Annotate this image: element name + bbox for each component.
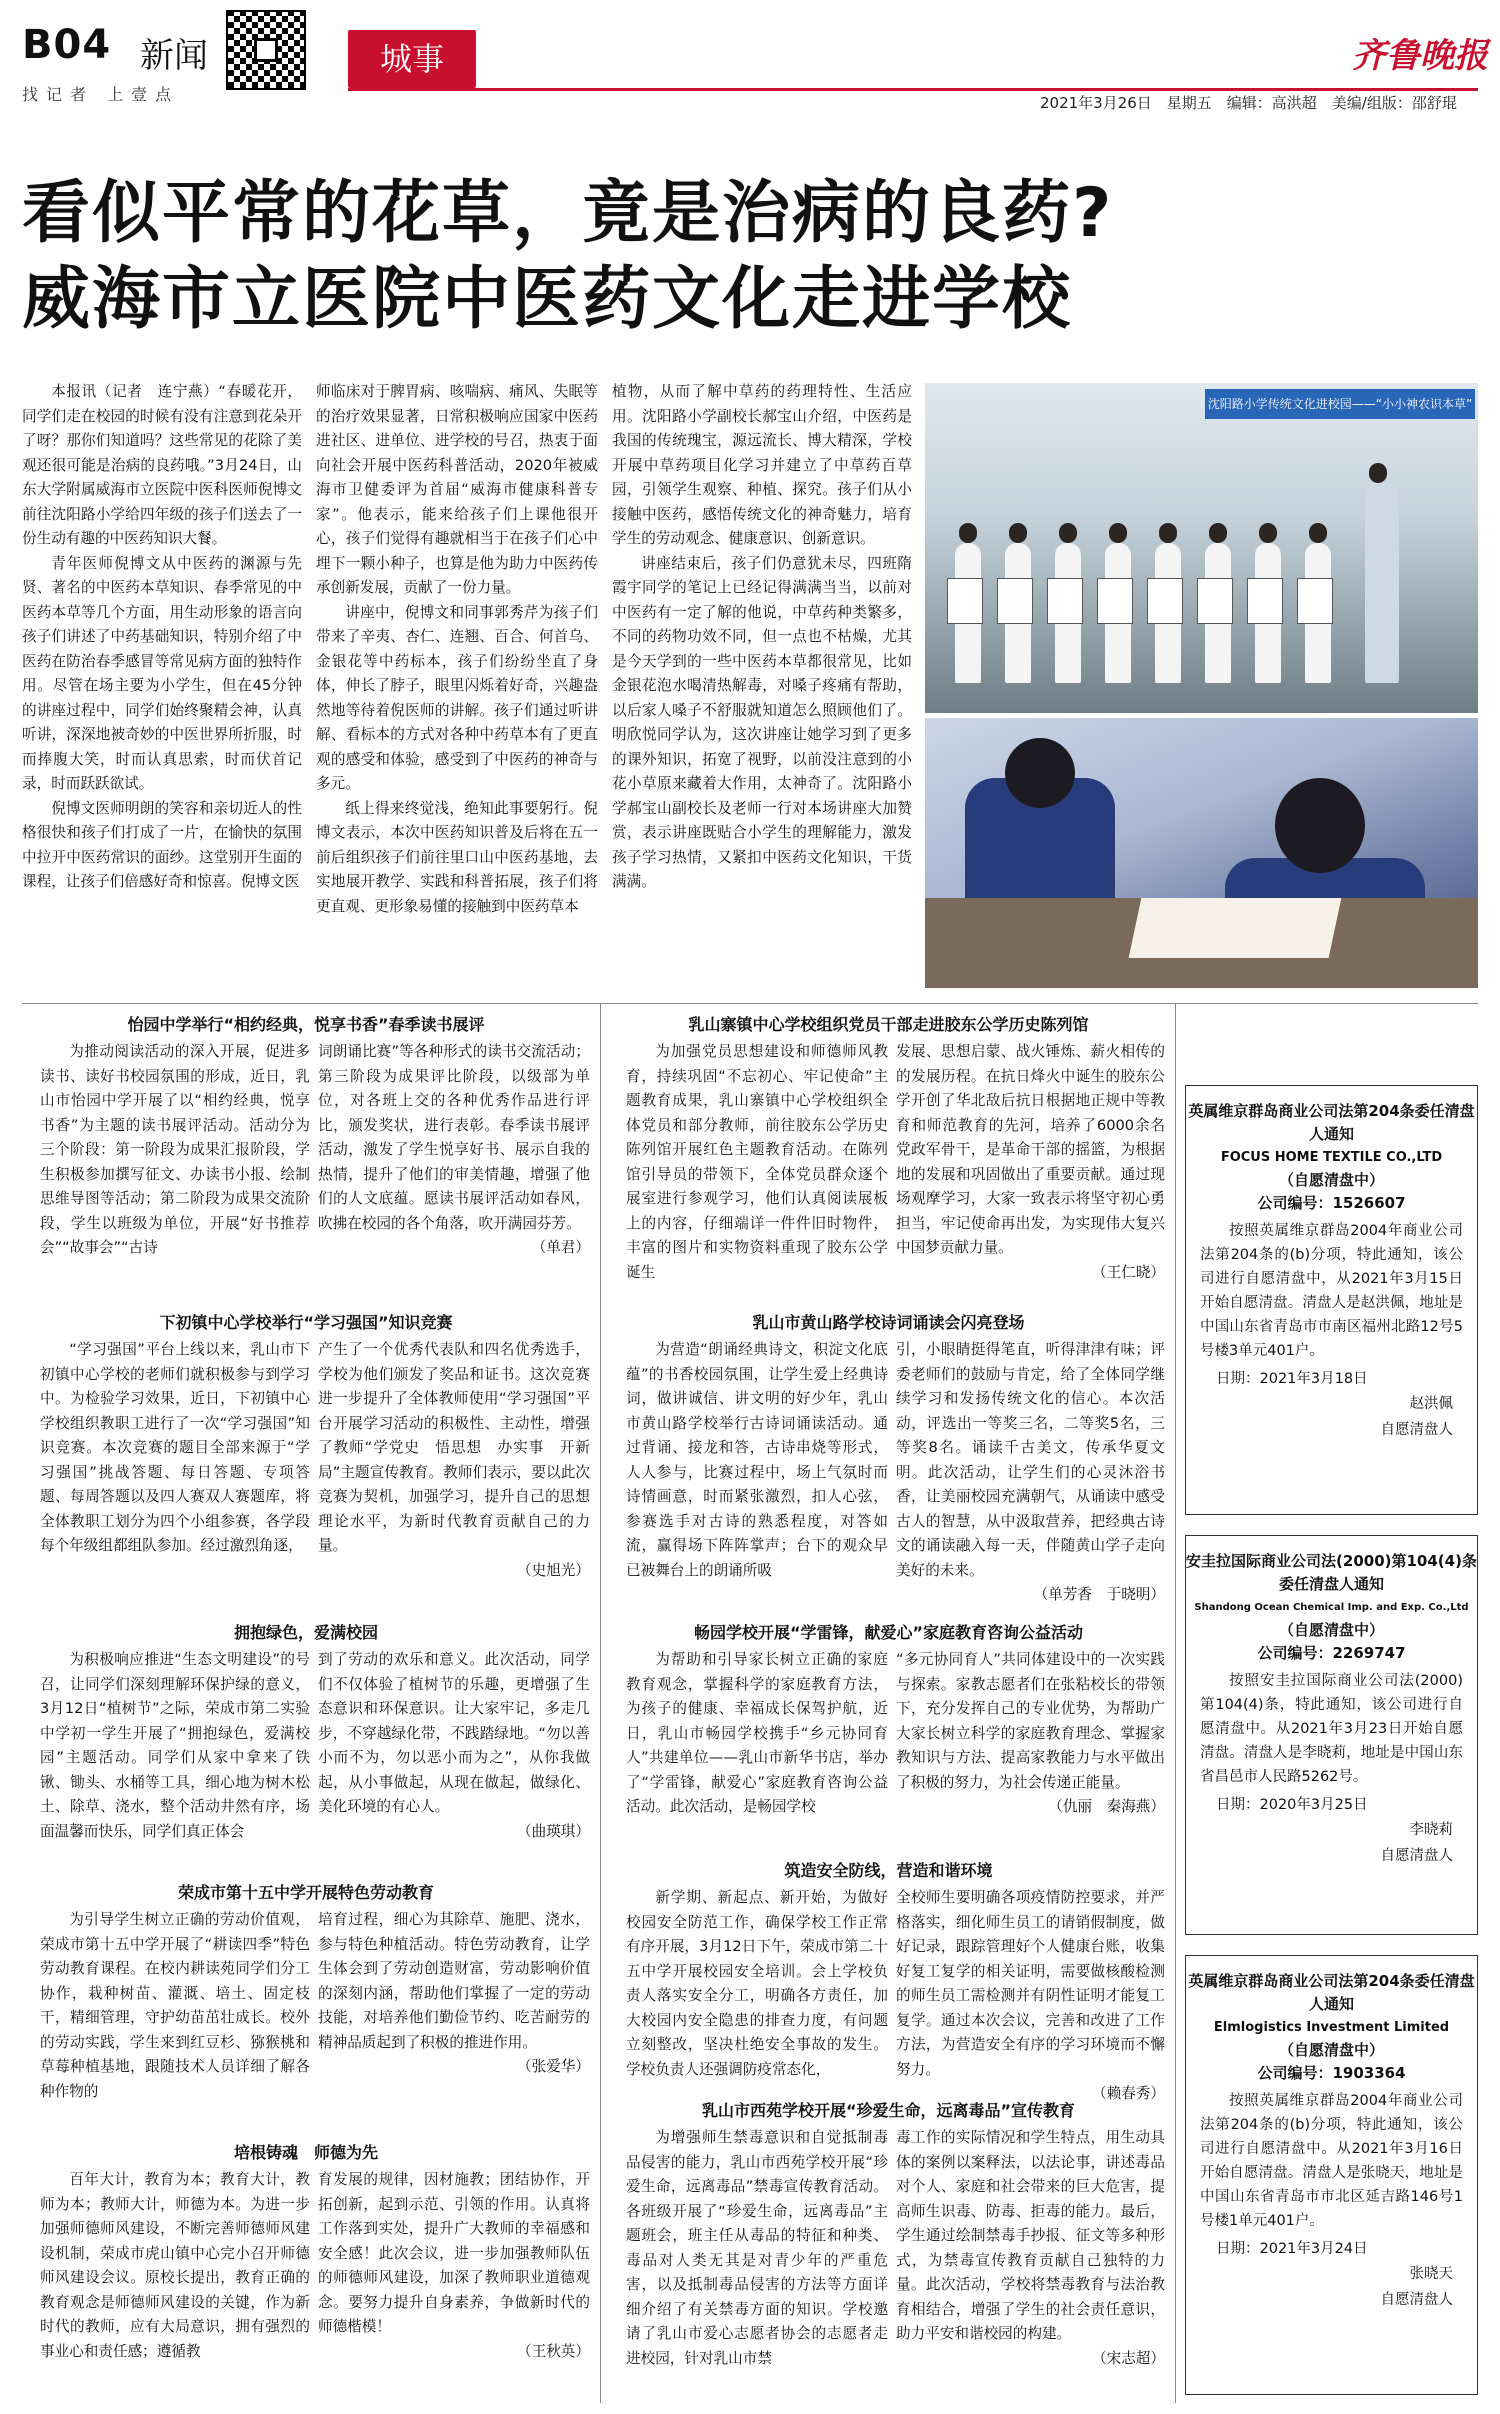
byline: （王秋英） [517, 2342, 590, 2360]
paragraph: 讲座中，倪博文和同事郭秀芹为孩子们带来了辛夷、杏仁、连翘、百合、何首乌、金银花等中药标本，孩子们纷纷坐直了身体，伸长了脖子，眼里闪烁着好奇，兴趣盎然地等待着倪医师的讲解。孩子们通过听讲解、看标本的方式对各种中药草本有了更直观的感受和体验，感受到了中医药的神奇与多元。 [316, 603, 598, 792]
notice-status: （自愿清盘中） [1278, 2041, 1384, 2059]
story-column [40, 1338, 310, 1608]
paragraph: 为积极响应推进“生态文明建设”的号召，让同学们深刻理解环保护绿的意义，3月12日“植树节”之际，荣成市第二实验中学初一学生开展了“拥抱绿色，爱满校园”主题活动。同学们从家中拿来了铁锹、锄头、水桶等工具，细心地为树木松土、除草、浇水，整个活动井然有序，场面温馨而快乐，同学们真正体会 [40, 1651, 310, 1840]
notice-title: 英属维京群岛商业公司法第204条委任清盘人通知 [1188, 1102, 1475, 1143]
notice-company-en: FOCUS HOME TEXTILE CO.,LTD [1220, 1150, 1443, 1165]
paragraph: 发展、思想启蒙、战火锤炼、薪火相传的的发展历程。在抗日烽火中诞生的胶东公学开创了华北敌后抗日根据地正规中等教育和师范教育的先河，培养了6000余名党政军骨干，是革命干部的摇篮，为根据地的发展和巩固做出了重要贡献。通过现场观摩学习，大家一致表示将坚守初心勇担当，牢记使命再出发，为实现伟大复兴中国梦贡献力量。 [896, 1043, 1165, 1256]
story-title: 畅园学校开展“学雷锋，献爱心”家庭教育咨询公益活动 [693, 1623, 1084, 1642]
notice-title: 安圭拉国际商业公司法(2000)第104(4)条委任清盘人通知 [1186, 1552, 1477, 1593]
byline: （赖春秀） [1092, 2085, 1165, 2102]
divider [1175, 1003, 1176, 2403]
paragraph: 倪博文医师明朗的笑容和亲切近人的性格很快和孩子们打成了一片，在愉快的氛围中拉开中医药常识的面纱。这堂别开生面的课程，让孩子们倍感好奇和惊喜。倪博文医 [22, 799, 302, 890]
byline: （张爱华） [517, 2058, 590, 2075]
story-title: 乳山市黄山路学校诗词诵读会闪亮登场 [752, 1313, 1025, 1332]
paragraph: 讲座结束后，孩子们仍意犹未尽，四班隋霞宇同学的笔记上已经记得满满当当，以前对中医药有一定了解的他说，中草药种类繁多，不同的药物功效不同，但一点也不枯燥，尤其是今天学到的一些中医药本草都很常见，比如金银花泡水喝清热解毒，对嗓子疼痛有帮助，以后家人嗓子不舒服就知道怎么照顾他们了。明欣悦同学认为，这次讲座让她学习到了更多的课外知识，拓宽了视野，以前没注意到的小花小草原来藏着大作用，太神奇了。沈阳路小学郝宝山副校长及老师一行对本场讲座大加赞赏，表示讲座既贴合小学生的理解能力，激发孩子学习热情，又紧扣中医药文化知识，干货满满。 [612, 554, 912, 890]
story-column [318, 1648, 590, 1868]
story-column [40, 2168, 310, 2403]
paragraph: 青年医师倪博文从中医药的渊源与先贤、著名的中医药本草知识、春季常见的中医药本草等几个方面，用生动形象的语言向孩子们讲述了中药基础知识，特别介绍了中医药在防治春季感冒等常见病方面的独特作用。尽管在场主要为小学生，但在45分钟的讲座过程中，同学们始终聚精会神，认真听讲，深深地被奇妙的中医世界所折服，时而捧腹大笑，时而认真思索，时而伏首记录，时而跃跃欲试。 [22, 554, 302, 792]
paragraph: 为营造“朗诵经典诗文，积淀文化底蕴”的书香校园氛围，让学生爱上经典诗词，做讲诚信、讲文明的好少年，乳山市黄山路学校举行古诗词诵读活动。通过背诵、接龙和答，古诗串烧等形式，人人参与，比赛过程中，场上气氛时而诗情画意，时而紧张激烈，扣人心弦，参赛选手对古诗的熟悉程度，对答如流，赢得场下阵阵掌声；台下的观众早已被舞台上的朗诵所吸 [626, 1341, 888, 1579]
header-rule [348, 88, 1478, 91]
paragraph: 师临床对于脾胃病、咳喘病、痛风、失眠等的治疗效果显著，日常积极响应国家中医药进社区、进单位、进学校的号召，热衷于面向社会开展中医药科普活动，2020年被威海市卫健委评为首届“威海市健康科普专家”。他表示，能来给孩子们上课他很开心，孩子们觉得有趣就相当于在孩子们心中埋下一颗小种子，也算是他为助力中医药传承创新发展，贡献了一份力量。 [316, 383, 598, 596]
notice-number: 公司编号：1526607 [1257, 1194, 1406, 1212]
paragraph: 育发展的规律，因材施教；团结协作，开拓创新，起到示范、引领的作用。认真将工作落到实处，提升广大教师的幸福感和安全感！此次会议，进一步加强教师队伍的师德师风建设，加深了教师职业道德观念。要努力提升自身素养，争做新时代的师德楷模！ [318, 2171, 590, 2335]
paragraph: 百年大计，教育为本；教育大计，教师为本；教师大计，师德为本。为进一步加强师德师风建设，不断完善师德师风建设机制，荣成市虎山镇中心完小召开师德师风建设会议。原校长提出，教育正确的教育观念是师德师风建设的关键，作为新时代的教师，应有大局意识，拥有强烈的事业心和责任感；遵循教 [40, 2171, 310, 2360]
story-title: 乳山市西苑学校开展“珍爱生命，远离毒品”宣传教育 [701, 2101, 1076, 2120]
paragraph: 为引导学生树立正确的劳动价值观，荣成市第十五中学开展了“耕读四季”特色劳动教育课程。在校内耕读苑同学们分工协作，栽种树苗、灌溉、培土、固定枝干，精细管理，守护幼苗茁壮成长。校外的劳动实践，学生来到红豆杉、猕猴桃和草莓种植基地，跟随技术人员详细了解各种作物的 [40, 1911, 310, 2100]
photo-students-taking-notes [925, 718, 1478, 988]
story-column [40, 1040, 310, 1300]
notice-company-en: Shandong Ocean Chemical Imp. and Exp. Co.,Ltd [1194, 1602, 1469, 1613]
notice-date: 日期：2021年3月24日 [1216, 2241, 1368, 2257]
paragraph: 毒工作的实际情况和学生特点，用生动具体的案例以案释法，以法论事，讲述毒品对个人、家庭和社会带来的巨大危害，提高师生识毒、防毒、拒毒的能力。最后，学生通过绘制禁毒手抄报、征文等多种形式，为禁毒宣传教育贡献自己独特的力量。此次活动，学校将禁毒教育与法治教育相结合，增强了学生的社会责任意识，助力平安和谐校园的构建。 [896, 2129, 1165, 2342]
story-column [318, 1338, 590, 1608]
lead-column-1 [22, 380, 302, 990]
paragraph: 植物，从而了解中草药的药理特性、生活应用。沈阳路小学副校长郝宝山介绍，中医药是我国的传统瑰宝，源远流长、博大精深，学校开展中草药项目化学习并建立了中草药百草园，引领学生观察、种植、探究。孩子们从小接触中医药，感悟传统文化的神奇魅力，培育学生的劳动观念、健康意识、创新意识。 [612, 383, 912, 547]
story-column [318, 1040, 590, 1300]
byline: （王仁晓） [1092, 1263, 1165, 1281]
story-title: 下初镇中心学校举行“学习强国”知识竞赛 [159, 1313, 453, 1332]
notice-date: 日期：2021年3月18日 [1216, 1371, 1368, 1387]
byline: （宋志超） [1092, 2349, 1165, 2367]
section-name: 新闻 [140, 36, 208, 76]
story-column [896, 1648, 1165, 1848]
notice-signer: 赵洪佩 [1409, 1396, 1453, 1412]
page-number: B04 [22, 22, 112, 68]
qr-code-icon[interactable] [226, 10, 306, 90]
paragraph: 为帮助和引导家长树立正确的家庭教育观念，掌握科学的家庭教育方法，为孩子的健康、幸福成长保驾护航，近日，乳山市畅园学校携手“乡元协同育人”共建单位——乳山市新华书店，举办了“学雷锋，献爱心”家庭教育咨询公益活动。此次活动，是畅园学校 [626, 1651, 888, 1815]
paragraph: 产生了一个优秀代表队和四名优秀选手，学校为他们颁发了奖品和证书。这次竞赛进一步提升了全体教师使用“学习强国”平台开展学习活动的积极性、主动性，增强了教师“学党史 悟思想 办实事 开新局”主题宣传教育。教师们表示，要以此次竞赛为契机，加强学习，提升自己的思想理论水平，为新时代教育贡献自己的力量。 [318, 1341, 590, 1554]
notice-number: 公司编号：2269747 [1257, 1644, 1406, 1662]
liquidation-notice [1185, 1955, 1478, 2395]
story-column [318, 2168, 590, 2403]
paragraph: 到了劳动的欢乐和意义。此次活动，同学们不仅体验了植树节的乐趣，更增强了生态意识和环保意识。让大家牢记，多走几步，不穿越绿化带，不践踏绿地。“勿以善小而不为，勿以恶小而为之”，从你我做起，从小事做起，从现在做起，做绿化、美化环境的有心人。 [318, 1651, 590, 1815]
story-column [626, 1648, 888, 1848]
paragraph: 为增强师生禁毒意识和自觉抵制毒品侵害的能力，乳山市西苑学校开展“珍爱生命，远离毒品”禁毒宣传教育活动。各班级开展了“珍爱生命，远离毒品”主题班会，班主任从毒品的特征和种类、毒品对人类无其是对青少年的严重危害，以及抵制毒品侵害的方法等方面详细介绍了有关禁毒方面的知识。学校邀请了乳山市爱心志愿者协会的志愿者走进校园，针对乳山市禁 [626, 2129, 888, 2367]
headline-line-2: 威海市立医院中医药文化走进学校 [22, 260, 1073, 339]
photo-banner: 沈阳路小学传统文化进校园——“小小神农识本草” [1205, 389, 1475, 419]
liquidation-notice [1185, 1085, 1478, 1515]
story-title: 筑造安全防线，营造和谐环境 [784, 1861, 993, 1880]
story-title: 乳山寨镇中心学校组织党员干部走进胶东公学历史陈列馆 [688, 1015, 1089, 1034]
paragraph: “学习强国”平台上线以来，乳山市下初镇中心学校的老师们就积极参与到学习中。为检验学习效果，近日，下初镇中心学校组织教职工进行了一次“学习强国”知识竞赛。本次竞赛的题目全部来源于“学习强国”挑战答题、每日答题、专项答题、每周答题以及四人赛双人赛题库，将全体教职工划分为四个小组参赛，各学段每个年级组都组队参加。经过激烈角逐， [40, 1341, 310, 1554]
lead-column-3 [612, 380, 912, 990]
tagline: 找记者 上壹点 [22, 85, 180, 104]
notice-role: 自愿清盘人 [1380, 1422, 1453, 1438]
lead-column-2 [316, 380, 598, 990]
notice-body: 按照安圭拉国际商业公司法(2000)第104(4)条，特此通知，该公司进行自愿清盘中。从2021年3月23日开始自愿清盘。清盘人是李晓莉，地址是中国山东省昌邑市人民路5262号。 [1200, 1673, 1463, 1785]
paragraph: 新学期、新起点、新开始，为做好校园安全防范工作，确保学校工作正常有序开展，3月12日下午，荣成市第二十五中学开展校园安全培训。会上学校负责人落实安全分工，明确各方责任，加大校园内安全隐患的排查力度，有问题立刻整改，坚决杜绝安全事故的发生。学校负责人还强调防疫常态化， [626, 1889, 888, 2078]
story-column [896, 1040, 1165, 1300]
paragraph: 为加强党员思想建设和师德师风教育，持续巩固“不忘初心、牢记使命”主题教育成果，乳山寨镇中心学校组织全体党员和部分教师，前往胶东公学历史陈列馆开展红色主题教育活动。在陈列馆引导员的带领下，全体党员群众逐个展室进行参观学习，他们认真阅读展板上的内容，仔细端详一件件旧时物件，丰富的图片和实物资料重现了胶东公学诞生 [626, 1043, 888, 1281]
paragraph: 培育过程，细心为其除草、施肥、浇水，参与特色种植活动。特色劳动教育，让学生体会到了劳动创造财富，劳动影响价值的深刻内涵，帮助他们掌握了一定的劳动技能，对培养他们勤俭节约、吃苦耐劳的精神品质起到了积极的推进作用。 [318, 1911, 590, 2051]
story-column [626, 1338, 888, 1608]
story-column [318, 1908, 590, 2128]
photo-students-with-herb-cards [925, 383, 1478, 713]
notice-signer: 张晓天 [1409, 2266, 1453, 2282]
liquidation-notice [1185, 1535, 1478, 1935]
byline: （曲瑛琪） [517, 1822, 590, 1840]
story-column [40, 1908, 310, 2128]
notice-company-en: Elmlogistics Investment Limited [1213, 2020, 1450, 2035]
story-column [40, 1648, 310, 1868]
byline: （仇丽 秦海燕） [1048, 1798, 1165, 1815]
notice-status: （自愿清盘中） [1278, 1171, 1384, 1189]
byline: （单芳香 于晓明） [1033, 1586, 1165, 1603]
paragraph: 为推动阅读活动的深入开展，促进多读书、读好书校园氛围的形成，近日，乳山市怡园中学开展了以“相约经典，悦享书香”为主题的读书展评活动。活动分为三个阶段：第一阶段为成果汇报阶段，学生积极参加撰写征文、办读书小报、绘制思维导图等活动；第二阶段为成果交流阶段，学生以班级为单位，开展“好书推荐会”“故事会”“古诗 [40, 1043, 310, 1256]
story-title: 培根铸魂 师德为先 [233, 2143, 378, 2162]
story-title: 怡园中学举行“相约经典，悦享书香”春季读书展评 [127, 1015, 485, 1034]
divider [22, 1003, 1478, 1004]
category-tag: 城事 [348, 30, 476, 88]
story-title: 拥抱绿色，爱满校园 [233, 1623, 378, 1642]
story-column [896, 1338, 1165, 1608]
byline: （单君） [531, 1239, 590, 1256]
notice-role: 自愿清盘人 [1380, 1848, 1453, 1864]
notice-body: 按照英属维京群岛2004年商业公司法第204条的(b)分项，特此通知，该公司进行自愿清盘中，从2021年3月15日开始自愿清盘。清盘人是赵洪佩，地址是中国山东省青岛市市南区福州北路12号5号楼3单元401户。 [1200, 1223, 1463, 1359]
notice-number: 公司编号：1903364 [1257, 2064, 1406, 2082]
paragraph: 全校师生要明确各项疫情防控要求，并严格落实，细化师生员工的请销假制度，做好记录，跟踪管理好个人健康台账，收集好复工复学的相关证明，需要做核酸检测的师生员工需检测并有阴性证明才能复工复学。通过本次会议，完善和改进了工作方法，为营造安全有序的学习环境而不懈努力。 [896, 1889, 1165, 2078]
notice-body: 按照英属维京群岛2004年商业公司法第204条的(b)分项，特此通知，该公司进行自愿清盘中。从2021年3月16日开始自愿清盘。清盘人是张晓天，地址是中国山东省青岛市市北区延吉路146号1号楼1单元401户。 [1200, 2093, 1463, 2229]
story-column [896, 2126, 1165, 2404]
paragraph: “多元协同育人”共同体建设中的一次实践与探索。家教志愿者们在张粘校长的带领下，充分发挥自己的专业优势，为帮助广大家长树立科学的家庭教育理念、掌握家教知识与方法、提高家教能力与水平做出了积极的努力，为社会传递正能量。 [896, 1651, 1165, 1791]
byline: （史旭光） [517, 1561, 590, 1579]
story-column [626, 1040, 888, 1300]
notice-title: 英属维京群岛商业公司法第204条委任清盘人通知 [1188, 1972, 1475, 2013]
paragraph: 词朗诵比赛”等各种形式的读书交流活动；第三阶段为成果评比阶段，以级部为单位，对各班上交的各种优秀作品进行评比，颁发奖状，进行表彰。春季读书展评活动，激发了学生悦享好书、展示自我的热情，提升了他们的审美情趣，增强了他们的人文底蕴。愿读书展评活动如春风，吹拂在校园的各个角落，吹开满园芬芳。 [318, 1043, 590, 1232]
divider [600, 1003, 601, 2403]
headline-line-1: 看似平常的花草，竟是治病的良药? [22, 174, 1114, 253]
paragraph: 纸上得来终觉浅，绝知此事要躬行。倪博文表示，本次中医药知识普及后将在五一前后组织孩子们前往里口山中医药基地，去实地展开教学、实践和科普拓展，孩子们将更直观、更形象易懂的接触到中医药草本 [316, 799, 598, 915]
paragraph: 引，小眼睛挺得笔直，听得津津有味；评委老师们的鼓励与肯定，给了全体同学继续学习和发扬传统文化的信心。本次活动，评选出一等奖三名，二等奖5名，三等奖8名。诵读千古美文，传承华夏文明。此次活动，让学生们的心灵沐浴书香，让美丽校园充满朝气，从诵读中感受古人的智慧，从中汲取营养，把经典古诗文的诵读融入每一天，伴随黄山学子走向美好的未来。 [896, 1341, 1165, 1579]
story-column [896, 1886, 1165, 2102]
issue-meta: 2021年3月26日 星期五 编辑：高洪超 美编/组版：邵舒琨 [1040, 94, 1457, 112]
notice-date: 日期：2020年3月25日 [1216, 1797, 1368, 1813]
notice-status: （自愿清盘中） [1278, 1621, 1384, 1639]
story-column [626, 2126, 888, 2404]
notice-signer: 李晓莉 [1409, 1822, 1453, 1838]
paragraph: 本报讯（记者 连宁燕）“春暖花开，同学们走在校园的时候有没有注意到花朵开了呀？那你们知道吗？这些常见的花除了美观还很可能是治病的良药哦。”3月24日，山东大学附属威海市立医院中医科医师倪博文前往沈阳路小学给四年级的孩子们送去了一份生动有趣的中医药知识大餐。 [22, 383, 302, 547]
story-title: 荣成市第十五中学开展特色劳动教育 [177, 1883, 434, 1902]
story-column [626, 1886, 888, 2086]
newspaper-logo: 齐鲁晚报 [1352, 36, 1488, 76]
notice-role: 自愿清盘人 [1380, 2292, 1453, 2308]
